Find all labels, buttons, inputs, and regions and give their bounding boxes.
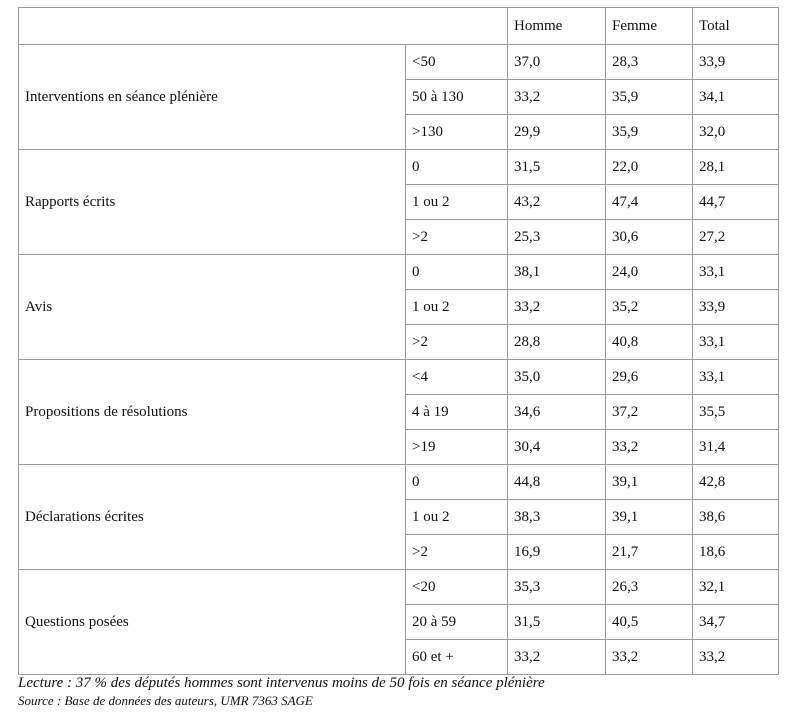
homme-value: 28,8 [508, 325, 606, 360]
table-row [19, 45, 779, 80]
homme-value: 34,6 [508, 395, 606, 430]
category-cell: 0 [406, 150, 508, 185]
homme-value: 30,4 [508, 430, 606, 465]
header-homme: Homme [508, 8, 606, 45]
femme-value: 40,8 [606, 325, 693, 360]
femme-value: 40,5 [606, 605, 693, 640]
source-note: Source : Base de données des auteurs, UMR 7363 SAGE [18, 693, 313, 708]
total-value: 33,1 [693, 360, 779, 395]
femme-value: 28,3 [606, 45, 693, 80]
homme-value: 25,3 [508, 220, 606, 255]
total-value: 33,9 [693, 45, 779, 80]
table-body [19, 45, 779, 675]
header-total: Total [693, 8, 779, 45]
group-label: Avis [19, 255, 406, 360]
table-row [19, 465, 779, 500]
category-cell: >2 [406, 325, 508, 360]
header-row [19, 8, 779, 45]
total-value: 33,1 [693, 325, 779, 360]
homme-value: 37,0 [508, 45, 606, 80]
total-value: 38,6 [693, 500, 779, 535]
femme-value: 39,1 [606, 465, 693, 500]
femme-value: 35,9 [606, 80, 693, 115]
category-cell: >2 [406, 220, 508, 255]
femme-value: 33,2 [606, 640, 693, 675]
lecture-note: Lecture : 37 % des députés hommes sont intervenus moins de 50 fois en séance plénière [18, 675, 545, 691]
femme-value: 35,2 [606, 290, 693, 325]
table-row [19, 570, 779, 605]
category-cell: >130 [406, 115, 508, 150]
category-cell: 1 ou 2 [406, 500, 508, 535]
total-value: 33,1 [693, 255, 779, 290]
category-cell: 4 à 19 [406, 395, 508, 430]
total-value: 44,7 [693, 185, 779, 220]
header-femme: Femme [606, 8, 693, 45]
category-cell: <20 [406, 570, 508, 605]
group-label: Questions posées [19, 570, 406, 675]
total-value: 18,6 [693, 535, 779, 570]
group-label: Propositions de résolutions [19, 360, 406, 465]
category-cell: 1 ou 2 [406, 185, 508, 220]
total-value: 34,7 [693, 605, 779, 640]
total-value: 32,1 [693, 570, 779, 605]
homme-value: 35,3 [508, 570, 606, 605]
femme-value: 29,6 [606, 360, 693, 395]
femme-value: 22,0 [606, 150, 693, 185]
category-cell: 50 à 130 [406, 80, 508, 115]
total-value: 28,1 [693, 150, 779, 185]
header-blank-cell [19, 8, 508, 45]
femme-value: 24,0 [606, 255, 693, 290]
table-row [19, 360, 779, 395]
total-value: 35,5 [693, 395, 779, 430]
category-cell: 1 ou 2 [406, 290, 508, 325]
femme-value: 33,2 [606, 430, 693, 465]
group-label: Déclarations écrites [19, 465, 406, 570]
category-cell: <50 [406, 45, 508, 80]
category-cell: >19 [406, 430, 508, 465]
category-cell: 20 à 59 [406, 605, 508, 640]
data-table [18, 7, 779, 675]
table-notes [18, 674, 545, 709]
homme-value: 33,2 [508, 640, 606, 675]
category-cell: >2 [406, 535, 508, 570]
homme-value: 38,3 [508, 500, 606, 535]
total-value: 31,4 [693, 430, 779, 465]
femme-value: 30,6 [606, 220, 693, 255]
homme-value: 43,2 [508, 185, 606, 220]
total-value: 34,1 [693, 80, 779, 115]
femme-value: 21,7 [606, 535, 693, 570]
homme-value: 44,8 [508, 465, 606, 500]
homme-value: 35,0 [508, 360, 606, 395]
homme-value: 29,9 [508, 115, 606, 150]
femme-value: 39,1 [606, 500, 693, 535]
category-cell: 0 [406, 255, 508, 290]
table-row [19, 150, 779, 185]
homme-value: 31,5 [508, 150, 606, 185]
table-row [19, 255, 779, 290]
category-cell: 0 [406, 465, 508, 500]
total-value: 32,0 [693, 115, 779, 150]
total-value: 27,2 [693, 220, 779, 255]
category-cell: 60 et + [406, 640, 508, 675]
femme-value: 37,2 [606, 395, 693, 430]
femme-value: 26,3 [606, 570, 693, 605]
homme-value: 16,9 [508, 535, 606, 570]
homme-value: 38,1 [508, 255, 606, 290]
homme-value: 33,2 [508, 80, 606, 115]
total-value: 42,8 [693, 465, 779, 500]
homme-value: 33,2 [508, 290, 606, 325]
total-value: 33,9 [693, 290, 779, 325]
group-label: Interventions en séance plénière [19, 45, 406, 150]
total-value: 33,2 [693, 640, 779, 675]
homme-value: 31,5 [508, 605, 606, 640]
femme-value: 47,4 [606, 185, 693, 220]
group-label: Rapports écrits [19, 150, 406, 255]
femme-value: 35,9 [606, 115, 693, 150]
category-cell: <4 [406, 360, 508, 395]
